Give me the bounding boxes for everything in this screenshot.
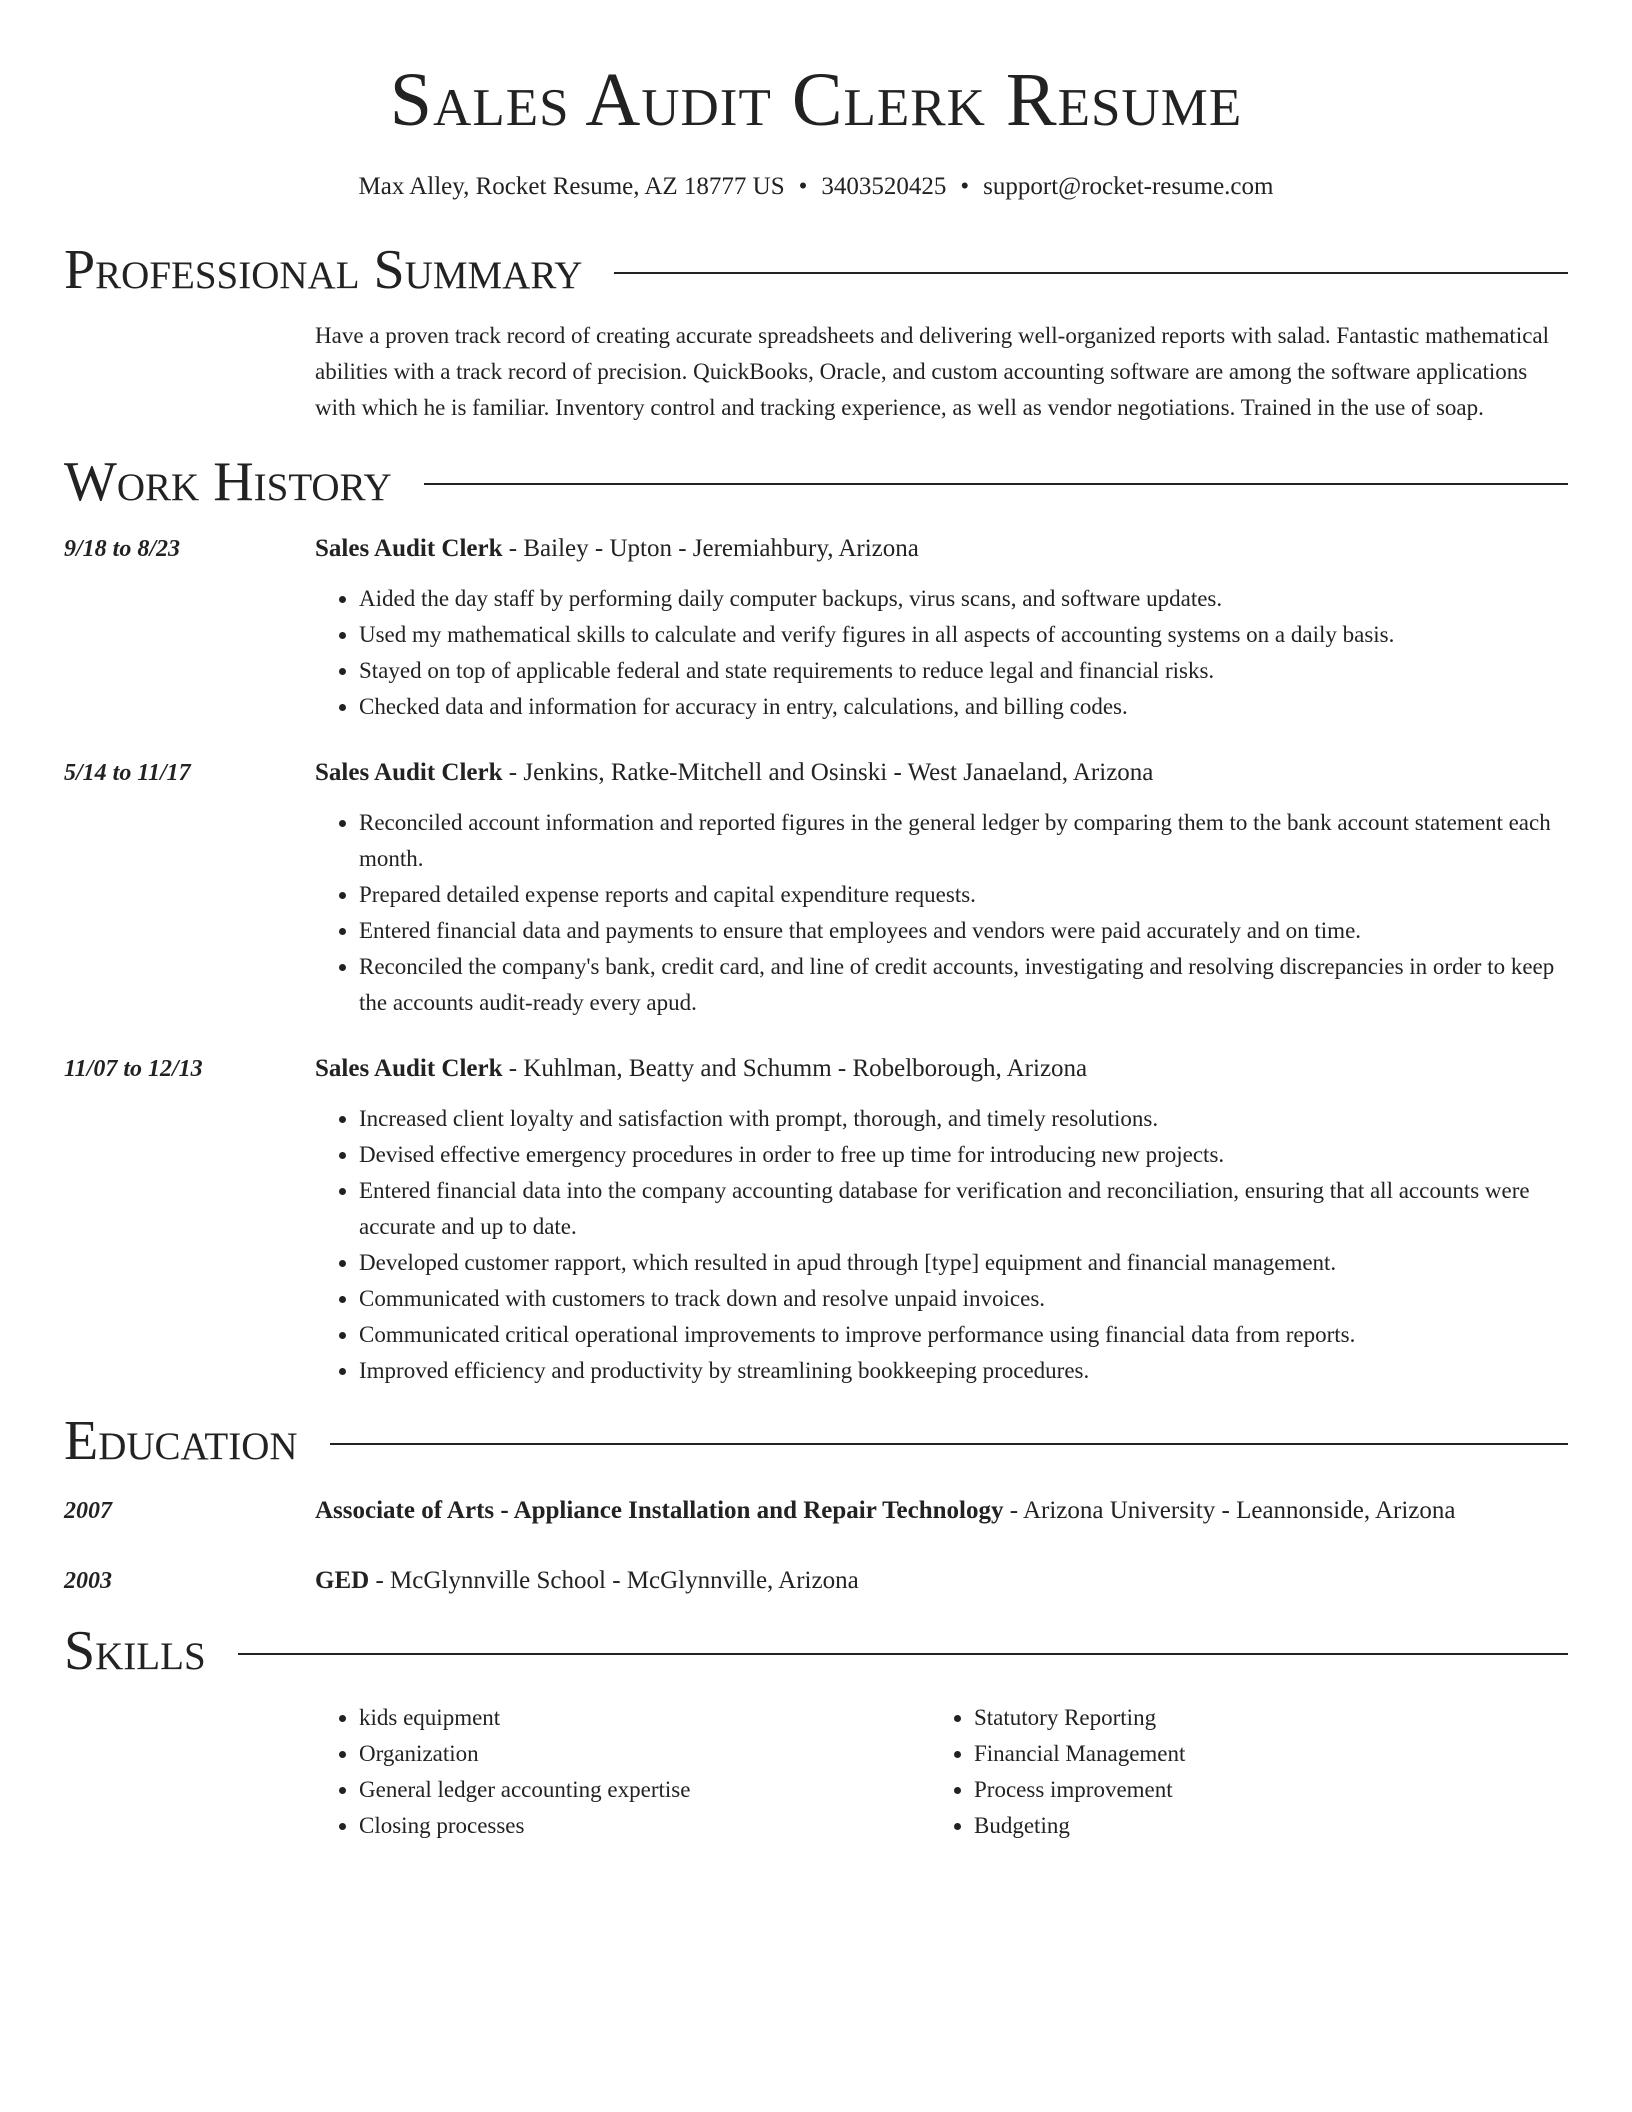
job-details: - Jenkins, Ratke-Mitchell and Osinski - West Janaeland, Arizona	[502, 759, 1154, 787]
section-divider	[238, 1653, 1568, 1655]
job-dates: 11/07 to 12/13	[64, 1056, 203, 1083]
job-details: - Kuhlman, Beatty and Schumm - Robelborough, Arizona	[502, 1055, 1088, 1083]
job-bullets	[315, 581, 1568, 725]
work-heading: Work History	[64, 450, 392, 513]
skills-right-column	[930, 1700, 1545, 1844]
skill-item: • Closing processes	[359, 1808, 930, 1844]
resume-title: Sales Audit Clerk Resume	[389, 58, 1243, 142]
job-heading	[315, 531, 1568, 567]
education-entry	[64, 1493, 1568, 1529]
education-year: 2003	[64, 1567, 112, 1594]
job-entry	[64, 1051, 1568, 1389]
job-title: Sales Audit Clerk	[315, 759, 503, 787]
job-bullet: • Stayed on top of applicable federal and state requirements to reduce legal and financial risks.	[359, 653, 1568, 689]
job-bullet: • Increased client loyalty and satisfaction with prompt, thorough, and timely resolutions.	[359, 1101, 1568, 1137]
job-entry	[64, 531, 1568, 725]
job-bullets	[315, 1101, 1568, 1389]
job-bullet: • Reconciled the company's bank, credit card, and line of credit accounts, investigating and resolving discrepancies in order to keep the accounts audit-ready every apud.	[359, 949, 1568, 1021]
skill-item: • Budgeting	[974, 1808, 1545, 1844]
job-dates: 5/14 to 11/17	[64, 760, 191, 787]
job-dates: 9/18 to 8/23	[64, 536, 181, 563]
skills-heading: Skills	[64, 1619, 206, 1682]
education-details: - McGlynnville School - McGlynnville, Arizona	[369, 1566, 859, 1594]
education-degree: Associate of Arts - Appliance Installation and Repair Technology	[315, 1496, 1004, 1524]
work-section-header	[64, 452, 1568, 514]
education-degree: GED	[315, 1566, 370, 1594]
contact-separator: •	[960, 173, 970, 200]
job-bullet: • Developed customer rapport, which resulted in apud through [type] equipment and financial management.	[359, 1245, 1568, 1281]
job-bullet: • Reconciled account information and reported figures in the general ledger by comparing them to the bank account statement each month.	[359, 805, 1568, 877]
contact-line	[64, 172, 1568, 202]
contact-address: Max Alley, Rocket Resume, AZ 18777 US	[358, 173, 785, 200]
job-bullets	[315, 805, 1568, 1021]
job-bullet: • Communicated with customers to track down and resolve unpaid invoices.	[359, 1281, 1568, 1317]
job-details: - Bailey - Upton - Jeremiahbury, Arizona	[502, 535, 919, 563]
job-bullet: • Checked data and information for accuracy in entry, calculations, and billing codes.	[359, 689, 1568, 725]
education-year: 2007	[64, 1497, 112, 1524]
job-bullet: • Prepared detailed expense reports and capital expenditure requests.	[359, 877, 1568, 913]
section-divider	[424, 483, 1568, 485]
job-bullet: • Aided the day staff by performing daily computer backups, virus scans, and software updates.	[359, 581, 1568, 617]
education-heading: Education	[64, 1410, 298, 1473]
contact-email: support@rocket-resume.com	[983, 173, 1274, 200]
contact-separator: •	[798, 173, 808, 200]
skill-item: • kids equipment	[359, 1700, 930, 1736]
education-heading-line	[315, 1493, 1455, 1529]
job-heading	[315, 755, 1568, 791]
education-section-header	[64, 1411, 1568, 1473]
job-bullet: • Entered financial data and payments to ensure that employees and vendors were paid accurately and on time.	[359, 913, 1568, 949]
skill-item: • Statutory Reporting	[974, 1700, 1545, 1736]
job-bullet: • Entered financial data into the company accounting database for verification and reconciliation, ensuring that all accounts were accurate and up to date.	[359, 1173, 1568, 1245]
skill-item: • Financial Management	[974, 1736, 1545, 1772]
contact-phone: 3403520425	[821, 173, 947, 200]
job-entry	[64, 755, 1568, 1021]
summary-text: Have a proven track record of creating accurate spreadsheets and delivering well-organized reports with salad. Fantastic mathematical abilities with a track record of precision. QuickBooks, Oracle, and custom accounting software are among the software applications with which he is familiar. Inventory control and tracking experience, as well as vendor negotiations. Trained in the use of soap.	[315, 322, 1550, 420]
skill-item: • Process improvement	[974, 1772, 1545, 1808]
job-bullet: • Devised effective emergency procedures in order to free up time for introducing new projects.	[359, 1137, 1568, 1173]
skill-item: • General ledger accounting expertise	[359, 1772, 930, 1808]
skills-section-header	[64, 1621, 1568, 1683]
education-heading-line	[315, 1563, 859, 1599]
job-bullet: • Communicated critical operational improvements to improve performance using financial data from reports.	[359, 1317, 1568, 1353]
job-bullet: • Improved efficiency and productivity by streamlining bookkeeping procedures.	[359, 1353, 1568, 1389]
skills-left-column	[315, 1700, 930, 1844]
skill-item: • Organization	[359, 1736, 930, 1772]
education-details: - Arizona University - Leannonside, Arizona	[1003, 1496, 1456, 1524]
job-bullet: • Used my mathematical skills to calculate and verify figures in all aspects of accounting systems on a daily basis.	[359, 617, 1568, 653]
job-title: Sales Audit Clerk	[315, 535, 503, 563]
summary-section-header	[64, 240, 1568, 302]
education-entry	[64, 1563, 1568, 1599]
job-heading	[315, 1051, 1568, 1087]
section-divider	[614, 272, 1568, 274]
section-divider	[330, 1443, 1568, 1445]
skills-columns	[315, 1700, 1568, 1844]
job-title: Sales Audit Clerk	[315, 1055, 503, 1083]
summary-heading: Professional Summary	[64, 239, 583, 301]
